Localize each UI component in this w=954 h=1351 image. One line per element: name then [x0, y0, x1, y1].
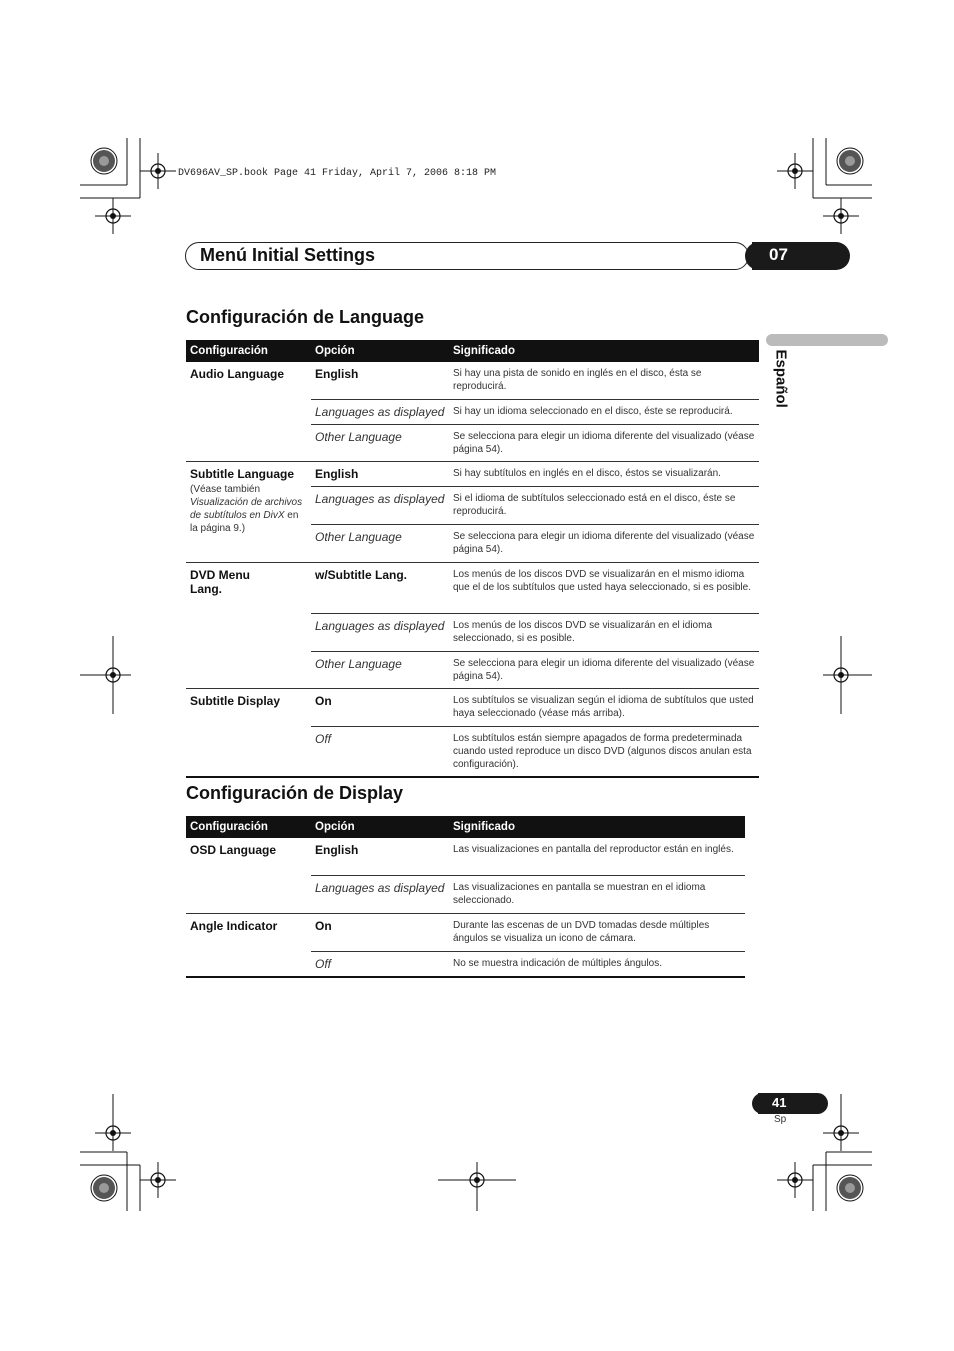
option-cell: Other Language — [311, 524, 449, 562]
page-language-code: Sp — [774, 1114, 787, 1125]
setting-angle-indicator: Angle Indicator — [186, 913, 311, 977]
setting-audio-language: Audio Language — [186, 362, 311, 461]
page-number: 41 — [758, 1093, 828, 1114]
header-meaning: Significado — [449, 340, 759, 362]
meaning-cell: Se selecciona para elegir un idioma diferente del visualizado (véase página 54). — [449, 651, 759, 688]
meaning-cell: Si hay un idioma seleccionado en el disco, éste se reproducirá. — [449, 399, 759, 424]
header-setting: Configuración — [186, 816, 311, 838]
setting-osd-language: OSD Language — [186, 838, 311, 913]
chapter-number: 07 — [752, 242, 850, 270]
option-cell: On — [311, 913, 449, 951]
file-info: DV696AV_SP.book Page 41 Friday, April 7, 2006 8:18 PM — [178, 168, 497, 179]
meaning-cell: Si el idioma de subtítulos seleccionado está en el disco, éste se reproducirá. — [449, 486, 759, 524]
section-title-language: Configuración de Language — [186, 307, 425, 327]
option-cell: w/Subtitle Lang. — [311, 562, 449, 613]
language-tab-label: Español — [772, 349, 790, 408]
option-cell: Other Language — [311, 651, 449, 688]
registration-star-icon — [91, 1175, 117, 1201]
note-prefix: (Véase también — [190, 483, 261, 495]
note-italic: Visualización de archivos de subtítulos en DivX — [190, 496, 303, 521]
setting-dvd-menu-lang: DVD Menu Lang. — [186, 562, 311, 688]
meaning-cell: Los menús de los discos DVD se visualizarán en el mismo idioma que el de los subtítulos que usted haya seleccionado, si es posible. — [449, 562, 759, 613]
registration-star-icon — [837, 1175, 863, 1201]
option-cell: Off — [311, 951, 449, 977]
registration-star-icon — [91, 148, 117, 174]
meaning-cell: Si hay subtítulos en inglés en el disco, éstos se visualizarán. — [449, 461, 759, 486]
meaning-cell: Los menús de los discos DVD se visualizarán en el idioma seleccionado, si es posible. — [449, 613, 759, 651]
option-cell: Other Language — [311, 424, 449, 461]
option-cell: Languages as displayed — [311, 486, 449, 524]
meaning-cell: Las visualizaciones en pantalla del reproductor están en inglés. — [449, 838, 745, 875]
option-cell: Languages as displayed — [311, 875, 449, 913]
header-option: Opción — [311, 340, 449, 362]
meaning-cell: Las visualizaciones en pantalla se muestran en el idioma seleccionado. — [449, 875, 745, 913]
option-cell: English — [311, 461, 449, 486]
option-cell: English — [311, 362, 449, 399]
setting-label: Subtitle Language — [190, 466, 295, 481]
registration-crosshair-icon — [777, 153, 813, 189]
meaning-cell: Se selecciona para elegir un idioma diferente del visualizado (véase página 54). — [449, 424, 759, 461]
registration-crosshair-icon — [823, 198, 859, 234]
meaning-cell: No se muestra indicación de múltiples ángulos. — [449, 951, 745, 977]
option-cell: Languages as displayed — [311, 399, 449, 424]
option-cell: Languages as displayed — [311, 613, 449, 651]
option-cell: English — [311, 838, 449, 875]
option-cell: Off — [311, 726, 449, 777]
meaning-cell: Si hay una pista de sonido en inglés en el disco, ésta se reproducirá. — [449, 362, 759, 399]
header-setting: Configuración — [186, 340, 311, 362]
section-title-display: Configuración de Display — [186, 783, 404, 803]
meaning-cell: Durante las escenas de un DVD tomadas desde múltiples ángulos se visualiza un icono de cámara. — [449, 913, 745, 951]
setting-subtitle-display: Subtitle Display — [186, 688, 311, 777]
meaning-cell: Los subtítulos se visualizan según el idioma de subtítulos que usted haya seleccionado (véase más arriba). — [449, 688, 759, 726]
registration-crosshair-icon — [140, 1162, 176, 1198]
option-cell: On — [311, 688, 449, 726]
chapter-title: Menú Initial Settings — [200, 245, 376, 265]
header-option: Opción — [311, 816, 449, 838]
registration-crosshair-icon — [777, 1162, 813, 1198]
meaning-cell: Los subtítulos están siempre apagados de forma predeterminada cuando usted reproduce un disco DVD (algunos discos anulan esta configuración). — [449, 726, 759, 777]
registration-crosshair-icon — [140, 153, 176, 189]
registration-star-icon — [837, 148, 863, 174]
meaning-cell: Se selecciona para elegir un idioma diferente del visualizado (véase página 54). — [449, 524, 759, 562]
registration-crosshair-icon — [95, 198, 131, 234]
header-meaning: Significado — [449, 816, 745, 838]
note-suffix: en la página 9.) — [190, 509, 299, 534]
